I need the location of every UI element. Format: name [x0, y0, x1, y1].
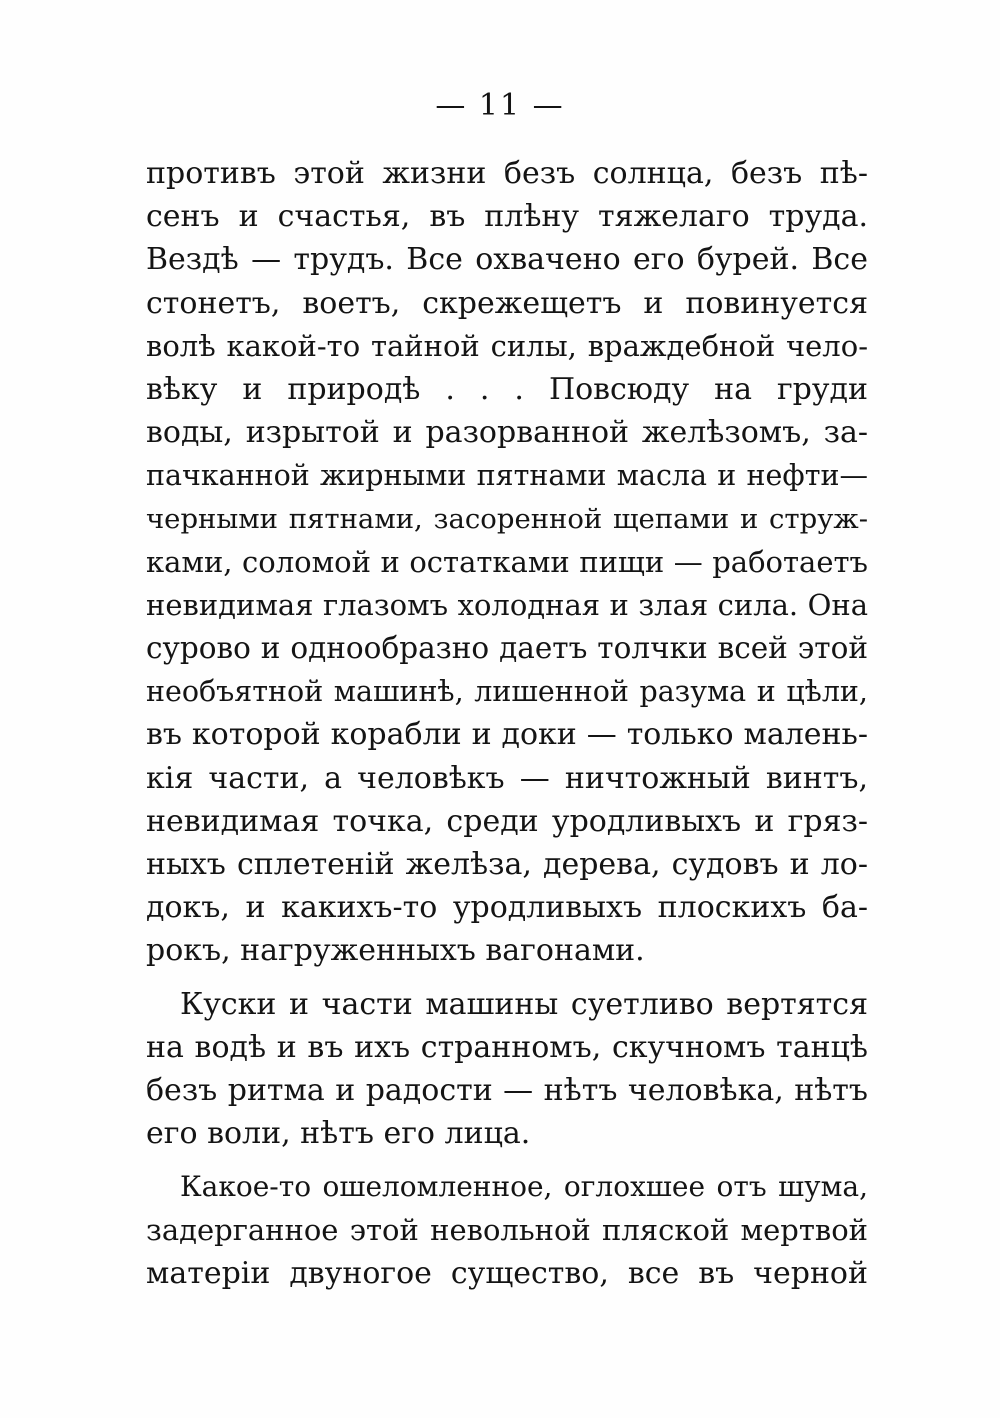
text-line: на водѣ и въ ихъ странномъ, скучномъ танцѣ: [146, 1029, 868, 1065]
text-line: кія части, а человѣкъ — ничтожный винтъ,: [146, 760, 868, 796]
text-line: невидимая точка, среди уродливыхъ и гряз-: [146, 803, 868, 839]
page-number: — 11 —: [435, 88, 565, 123]
text-line: Какое-то ошеломленное, оглохшее отъ шума,: [180, 1170, 868, 1204]
text-line: невидимая глазомъ холодная и злая сила. Она: [146, 587, 868, 622]
text-line: ками, соломой и остатками пищи — работаетъ: [146, 544, 868, 579]
text-line: необъятной машинѣ, лишенной разума и цѣли,: [146, 675, 868, 709]
text-line: сенъ и счастья, въ плѣну тяжелаго труда.: [146, 199, 868, 235]
text-line: безъ ритма и радости — нѣтъ человѣка, нѣтъ: [146, 1072, 868, 1108]
text-line: воды, изрытой и разорванной желѣзомъ, за-: [146, 415, 868, 451]
text-line: въ которой корабли и доки — только малень-: [146, 717, 868, 753]
body-text: [146, 152, 868, 1295]
paragraph-gap: [146, 973, 868, 983]
paragraph-1: [146, 152, 868, 973]
text-line: его воли, нѣтъ его лица.: [146, 1116, 531, 1152]
text-line: ныхъ сплетеній желѣза, дерева, судовъ и ло-: [146, 847, 868, 882]
text-line: волѣ какой-то тайной силы, враждебной чело-: [146, 328, 868, 363]
text-line: Вездѣ — трудъ. Все охвачено его бурей. Все: [146, 242, 868, 278]
paragraph-3: [146, 1165, 868, 1295]
text-line: матеріи двуногое существо, все въ черной: [146, 1255, 868, 1291]
text-line: черными пятнами, засоренной щепами и струж-: [146, 502, 868, 535]
text-line: Куски и части машины суетливо вертятся: [180, 986, 868, 1022]
text-line: докъ, и какихъ-то уродливыхъ плоскихъ ба-: [146, 890, 868, 926]
text-line: пачканной жирными пятнами масла и нефти—: [146, 459, 868, 493]
text-line: рокъ, нагруженныхъ вагонами.: [146, 933, 645, 969]
text-line: противъ этой жизни безъ солнца, безъ пѣ-: [146, 156, 868, 191]
paragraph-gap: [146, 1155, 868, 1165]
text-line: вѣку и природѣ . . . Повсюду на груди: [146, 371, 868, 407]
text-line: стонетъ, воетъ, скрежещетъ и повинуется: [146, 285, 868, 321]
paragraph-2: [146, 983, 868, 1156]
text-line: сурово и однообразно даетъ толчки всей этой: [146, 631, 868, 666]
text-line: задерганное этой невольной пляской мертвой: [146, 1212, 868, 1247]
